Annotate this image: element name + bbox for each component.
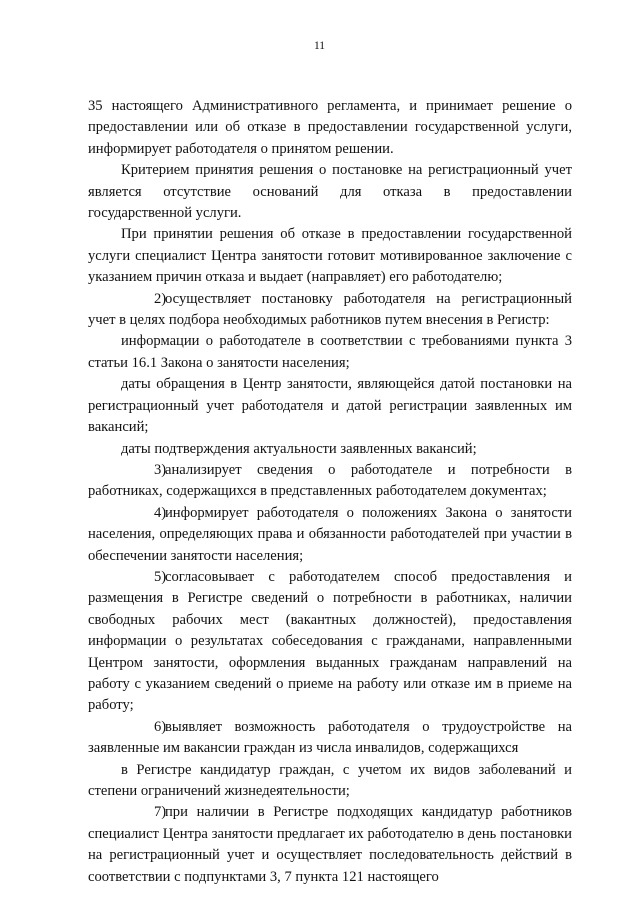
list-item [88,717,572,760]
list-item-number: 7) [154,804,167,821]
paragraph: 35 настоящего Административного регламента, и принимает решение о предоставлении или об отказе в предоставлении государственной услуги, информирует работодателя о принятом решении. [88,98,572,157]
paragraph: даты подтверждения актуальности заявленных вакансий; [121,440,477,457]
list-item-number: 3) [154,461,167,478]
list-item [88,802,572,888]
list-item [88,567,572,717]
list-item-text: согласовывает с работодателем способ предоставления и размещения в Регистре сведений о потребности в работниках, наличии свободных рабочих мест (вакантных должностей), предоставления информации о результатах собеседования с гражданами, направленными Центром занятости, оформления выданных гражданам направлений на работу с указанием сведений о приеме на работу или отказе им в приеме на работу; [88,568,572,714]
paragraph: Критерием принятия решения о постановке на регистрационный учет является отсутствие оснований для отказа в предоставлении государственной услуги. [88,162,572,222]
list-item-number: 5) [154,568,167,585]
paragraph: в Регистре кандидатур граждан, с учетом их видов заболеваний и степени ограничений жизнедеятельности; [88,761,572,799]
list-item-number: 2) [154,290,167,307]
paragraph: При принятии решения об отказе в предоставлении государственной услуги специалист Центра занятости готовит мотивированное заключение с указанием причин отказа и выдает (направляет) его работодателю; [88,226,572,286]
page-number: 11 [313,40,326,52]
list-item-text: при наличии в Регистре подходящих кандидатур работников специалист Центра занятости предлагает их работодателю в день постановки на регистрационный учет и осуществляет последовательность действий в соответствии с подпунктами 3, 7 пункта 121 настоящего [88,804,572,885]
list-item-number: 6) [154,718,167,735]
list-item-text: осуществляет постановку работодателя на регистрационный учет в целях подбора необходимых работников путем внесения в Регистр: [88,290,572,329]
paragraph: информации о работодателе в соответствии с требованиями пункта 3 статьи 16.1 Закона о занятости населения; [88,333,572,371]
list-item [88,460,572,503]
list-item-text: информирует работодателя о положениях Закона о занятости населения, определяющих права и обязанности работодателей при участии в обеспечении занятости населения; [88,504,572,564]
paragraph: даты обращения в Центр занятости, являющейся датой постановки на регистрационный учет работодателя и датой регистрации заявленных им вакансий; [88,376,572,436]
document-body [88,96,572,888]
list-item-text: анализирует сведения о работодателе и потребности в работниках, содержащихся в представленных работодателем документах; [88,461,572,500]
list-item [88,503,572,567]
list-item [88,289,572,332]
list-item-number: 4) [154,504,167,521]
list-item-text: выявляет возможность работодателя о трудоустройстве на заявленные им вакансии граждан из числа инвалидов, содержащихся [88,718,572,757]
